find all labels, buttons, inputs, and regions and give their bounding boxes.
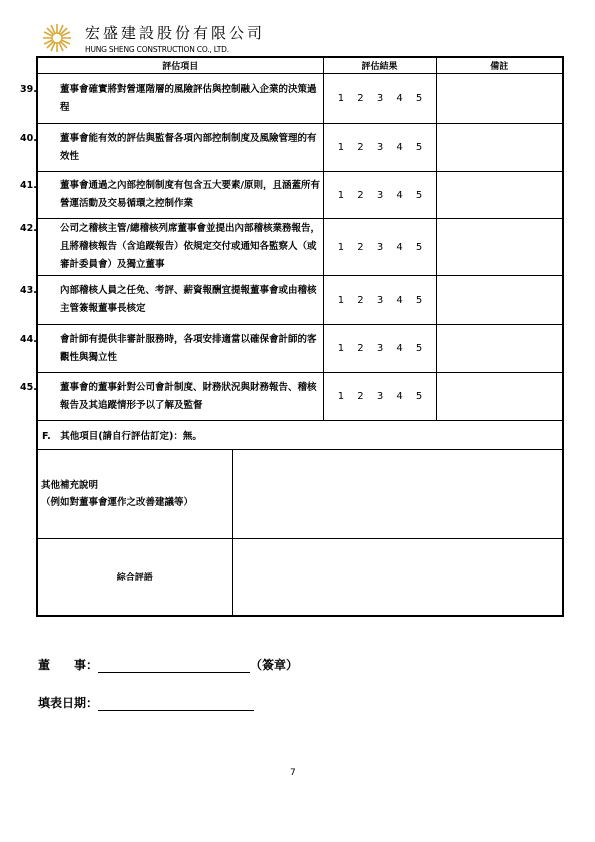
evaluation-table — [20, 56, 564, 450]
item-text: 董事會的董事針對公司會計制度、財務狀況與財務報告、稽核報告及其追蹤情形予以了解及監督 — [60, 381, 317, 411]
director-label: 董 事： — [38, 658, 99, 672]
column-header-item: 評估項目 — [37, 57, 323, 74]
item-text: 董事會能有效的評估與監督各項內部控制制度及風險管理的有效性 — [60, 132, 317, 162]
table-row — [37, 172, 563, 219]
overall-comment-row — [37, 539, 563, 616]
item-text: 董事會確實將對營運階層的風險評估與控制融入企業的決策過程 — [60, 83, 317, 113]
table-row — [37, 219, 563, 276]
table-row — [37, 276, 563, 325]
supplementary-notes-hint: （例如對董事會運作之改善建議等） — [41, 497, 194, 508]
overall-comment-field[interactable] — [232, 539, 563, 616]
evaluation-table-container — [20, 56, 562, 617]
item-number: 39. — [20, 83, 37, 95]
item-number: 41. — [20, 180, 37, 191]
item-text: 公司之稽核主管/總稽核列席董事會並提出內部稽核業務報告，且將稽核報告（含追蹤報告）依規定交付或通知各監察人（或審計委員會）及獨立董事 — [60, 223, 320, 270]
item-number: 42. — [20, 223, 37, 234]
director-signature-field[interactable] — [98, 658, 250, 673]
evaluation-item — [20, 219, 323, 276]
note-cell[interactable] — [436, 172, 563, 219]
overall-comment-label: 綜合評語 — [37, 539, 232, 616]
evaluation-item — [20, 74, 323, 124]
date-field[interactable] — [98, 696, 254, 711]
item-text: 內部稽核人員之任免、考評、薪資報酬宜提報董事會或由稽核主管簽報董事長核定 — [60, 285, 317, 314]
item-number: 40. — [20, 132, 37, 144]
evaluation-item — [20, 276, 323, 325]
supplementary-notes-title: 其他補充說明 — [41, 480, 99, 491]
score-options[interactable]: 1 2 3 4 5 — [323, 124, 436, 172]
evaluation-item — [20, 373, 323, 421]
date-label: 填表日期： — [38, 696, 99, 710]
note-cell[interactable] — [436, 219, 563, 276]
evaluation-item — [20, 325, 323, 373]
note-cell[interactable] — [436, 276, 563, 325]
score-options[interactable]: 1 2 3 4 5 — [323, 276, 436, 325]
date-line — [38, 694, 254, 711]
summary-table — [36, 449, 564, 617]
company-logo-icon — [40, 22, 74, 54]
note-cell[interactable] — [436, 373, 563, 421]
table-row — [37, 74, 563, 124]
supplementary-notes-row — [37, 450, 563, 539]
item-number: 45. — [20, 381, 37, 393]
column-header-result: 評估結果 — [323, 57, 436, 74]
score-options[interactable]: 1 2 3 4 5 — [323, 172, 436, 219]
note-cell[interactable] — [436, 325, 563, 373]
seal-label: （簽章） — [250, 658, 299, 672]
company-name-chinese: 宏盛建設股份有限公司 — [85, 24, 266, 42]
company-name-english: HUNG SHENG CONSTRUCTION CO., LTD. — [85, 45, 229, 54]
table-row — [37, 124, 563, 172]
note-cell[interactable] — [436, 124, 563, 172]
other-items-text: F. 其他項目(請自行評估訂定)：無。 — [37, 421, 563, 450]
page-number: 7 — [290, 768, 296, 778]
evaluation-item — [20, 172, 323, 219]
item-text: 董事會通過之內部控制制度有包含五大要素/原則，且涵蓋所有營運活動及交易循環之控制作業 — [60, 180, 320, 209]
note-cell[interactable] — [436, 74, 563, 124]
company-header — [40, 20, 270, 56]
column-header-note: 備註 — [436, 57, 563, 74]
score-options[interactable]: 1 2 3 4 5 — [323, 74, 436, 124]
item-number: 43. — [20, 285, 37, 296]
item-number: 44. — [20, 333, 37, 345]
score-options[interactable]: 1 2 3 4 5 — [323, 373, 436, 421]
item-text: 會計師有提供非審計服務時，各項安排適當以確保會計師的客觀性與獨立性 — [60, 333, 317, 363]
score-options[interactable]: 1 2 3 4 5 — [323, 325, 436, 373]
table-row — [37, 325, 563, 373]
score-options[interactable]: 1 2 3 4 5 — [323, 219, 436, 276]
director-signature-line — [38, 656, 298, 673]
other-items-row — [37, 421, 563, 450]
table-row — [37, 373, 563, 421]
supplementary-notes-label — [37, 450, 232, 539]
evaluation-item — [20, 124, 323, 172]
supplementary-notes-field[interactable] — [232, 450, 563, 539]
table-header-row — [37, 57, 563, 74]
